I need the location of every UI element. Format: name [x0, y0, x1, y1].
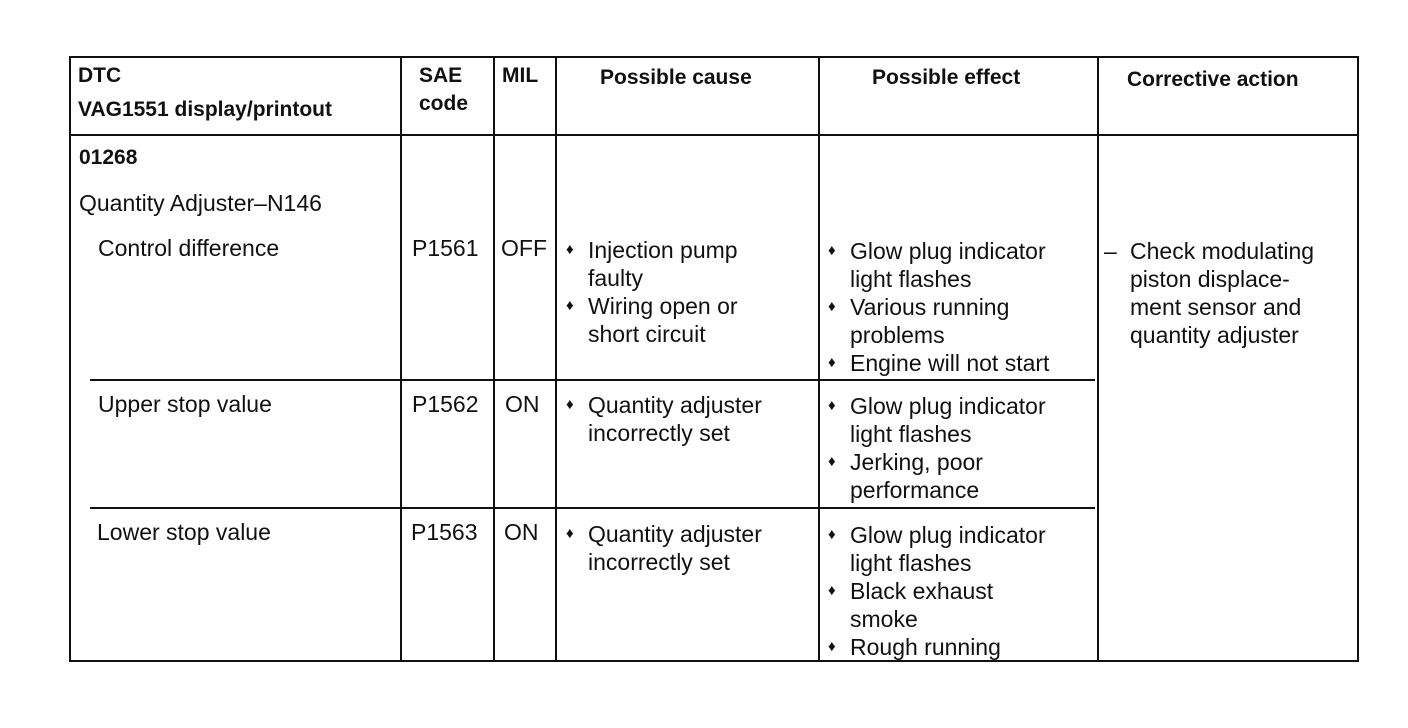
- col-divider-1: [400, 56, 402, 662]
- header-mil: MIL: [502, 64, 539, 87]
- row-1-name: Control difference: [98, 235, 280, 261]
- row-3-name: Lower stop value: [97, 519, 271, 545]
- bullet-icon: ♦: [828, 638, 836, 655]
- row-3-effect-3: ♦ Rough running: [828, 634, 1001, 660]
- col-divider-2: [493, 56, 495, 662]
- row-2-effect-2: ♦ Jerking, poor performance: [828, 449, 983, 503]
- dash-icon: –: [1104, 238, 1117, 264]
- bullet-icon: ♦: [566, 297, 574, 314]
- dtc-code: 01268: [79, 146, 138, 169]
- row-3-effect-2: ♦ Black exhaust smoke: [828, 578, 994, 632]
- header-divider: [69, 134, 1359, 136]
- corrective-action-text: – Check modulating piston displace- ment sensor and quantity adjuster: [1104, 238, 1315, 348]
- row-1-cause-1: ♦ Injection pump faulty: [566, 237, 738, 291]
- row-1-effect-3: ♦ Engine will not start: [828, 350, 1050, 376]
- bullet-icon: ♦: [566, 396, 574, 413]
- header-corrective-action: Corrective action: [1127, 68, 1299, 91]
- col-divider-5: [1097, 56, 1099, 662]
- row-1-sae: P1561: [412, 235, 479, 261]
- bullet-icon: ♦: [566, 241, 574, 258]
- row-2-cause-1: ♦ Quantity adjuster incorrectly set: [566, 392, 762, 446]
- row-divider-1: [90, 379, 1095, 381]
- header-dtc-display: VAG1551 display/printout: [78, 98, 332, 121]
- header-possible-cause: Possible cause: [600, 66, 752, 89]
- row-2-name: Upper stop value: [98, 391, 272, 417]
- row-1-mil: OFF: [501, 235, 547, 261]
- header-possible-effect: Possible effect: [872, 66, 1021, 89]
- row-divider-2: [90, 507, 1095, 509]
- row-2-mil: ON: [505, 391, 540, 417]
- bullet-icon: ♦: [828, 397, 836, 414]
- row-2-effect-1: ♦ Glow plug indicator light flashes: [828, 393, 1046, 447]
- bullet-icon: ♦: [828, 526, 836, 543]
- header-dtc: DTC: [78, 64, 122, 87]
- bullet-icon: ♦: [828, 242, 836, 259]
- bullet-icon: ♦: [566, 525, 574, 542]
- bullet-icon: ♦: [828, 582, 836, 599]
- row-2-sae: P1562: [412, 391, 479, 417]
- row-1-effect-1: ♦ Glow plug indicator light flashes: [828, 238, 1046, 292]
- bullet-icon: ♦: [828, 453, 836, 470]
- header-sae: SAE: [419, 64, 463, 87]
- row-3-mil: ON: [504, 519, 539, 545]
- component-name: Quantity Adjuster–N146: [79, 190, 322, 216]
- col-divider-3: [555, 56, 557, 662]
- row-3-sae: P1563: [411, 519, 478, 545]
- header-sae-code: code: [419, 92, 469, 115]
- row-1-effect-2: ♦ Various running problems: [828, 294, 1010, 348]
- row-3-effect-1: ♦ Glow plug indicator light flashes: [828, 522, 1046, 576]
- bullet-icon: ♦: [828, 354, 836, 371]
- row-1-cause-2: ♦ Wiring open or short circuit: [566, 293, 738, 347]
- bullet-icon: ♦: [828, 298, 836, 315]
- col-divider-4: [818, 56, 820, 662]
- row-3-cause-1: ♦ Quantity adjuster incorrectly set: [566, 521, 762, 575]
